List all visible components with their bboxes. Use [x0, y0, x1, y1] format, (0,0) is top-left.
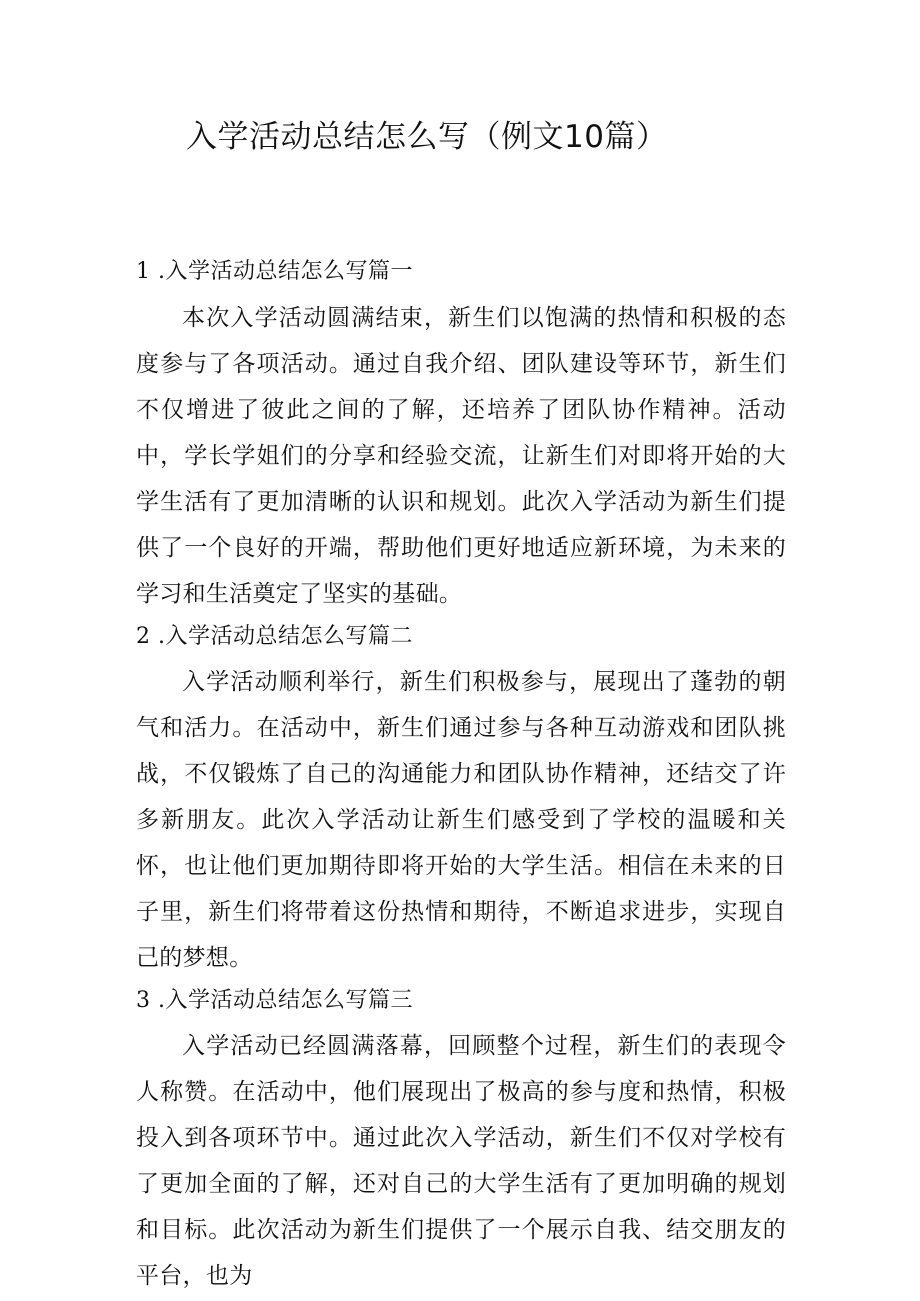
section-heading-2: 2 .入学活动总结怎么写篇二: [136, 624, 413, 649]
article-section-1: [136, 254, 786, 617]
article-section-3: [136, 983, 786, 1299]
article-section-2: [136, 619, 786, 981]
section-body-1: 本次入学活动圆满结束，新生们以饱满的热情和积极的态度参与了各项活动。通过自我介绍、团队建设等环节，新生们不仅增进了彼此之间的了解，还培养了团队协作精神。活动中，学长学姐们的分享和经验交流，让新生们对即将开始的大学生活有了更加清晰的认识和规划。此次入学活动为新生们提供了一个良好的开端，帮助他们更好地适应新环境，为未来的学习和生活奠定了坚实的基础。: [136, 305, 786, 607]
document-title: 入学活动总结怎么写（例文10篇）: [186, 119, 668, 155]
document-content: [136, 254, 786, 1299]
section-heading-1: 1 .入学活动总结怎么写篇一: [136, 259, 413, 284]
section-body-2: 入学活动顺利举行，新生们积极参与，展现出了蓬勃的朝气和活力。在活动中，新生们通过参与各种互动游戏和团队挑战，不仅锻炼了自己的沟通能力和团队协作精神，还结交了许多新朋友。此次入学活动让新生们感受到了学校的温暖和关怀，也让他们更加期待即将开始的大学生活。相信在未来的日子里，新生们将带着这份热情和期待，不断追求进步，实现自己的梦想。: [136, 669, 786, 971]
section-heading-3: 3 .入学活动总结怎么写篇三: [136, 988, 413, 1013]
section-body-3: 入学活动已经圆满落幕，回顾整个过程，新生们的表现令人称赞。在活动中，他们展现出了极高的参与度和热情，积极投入到各项环节中。通过此次入学活动，新生们不仅对学校有了更加全面的了解，还对自己的大学生活有了更加明确的规划和目标。此次活动为新生们提供了一个展示自我、结交朋友的平台，也为: [136, 1033, 786, 1289]
